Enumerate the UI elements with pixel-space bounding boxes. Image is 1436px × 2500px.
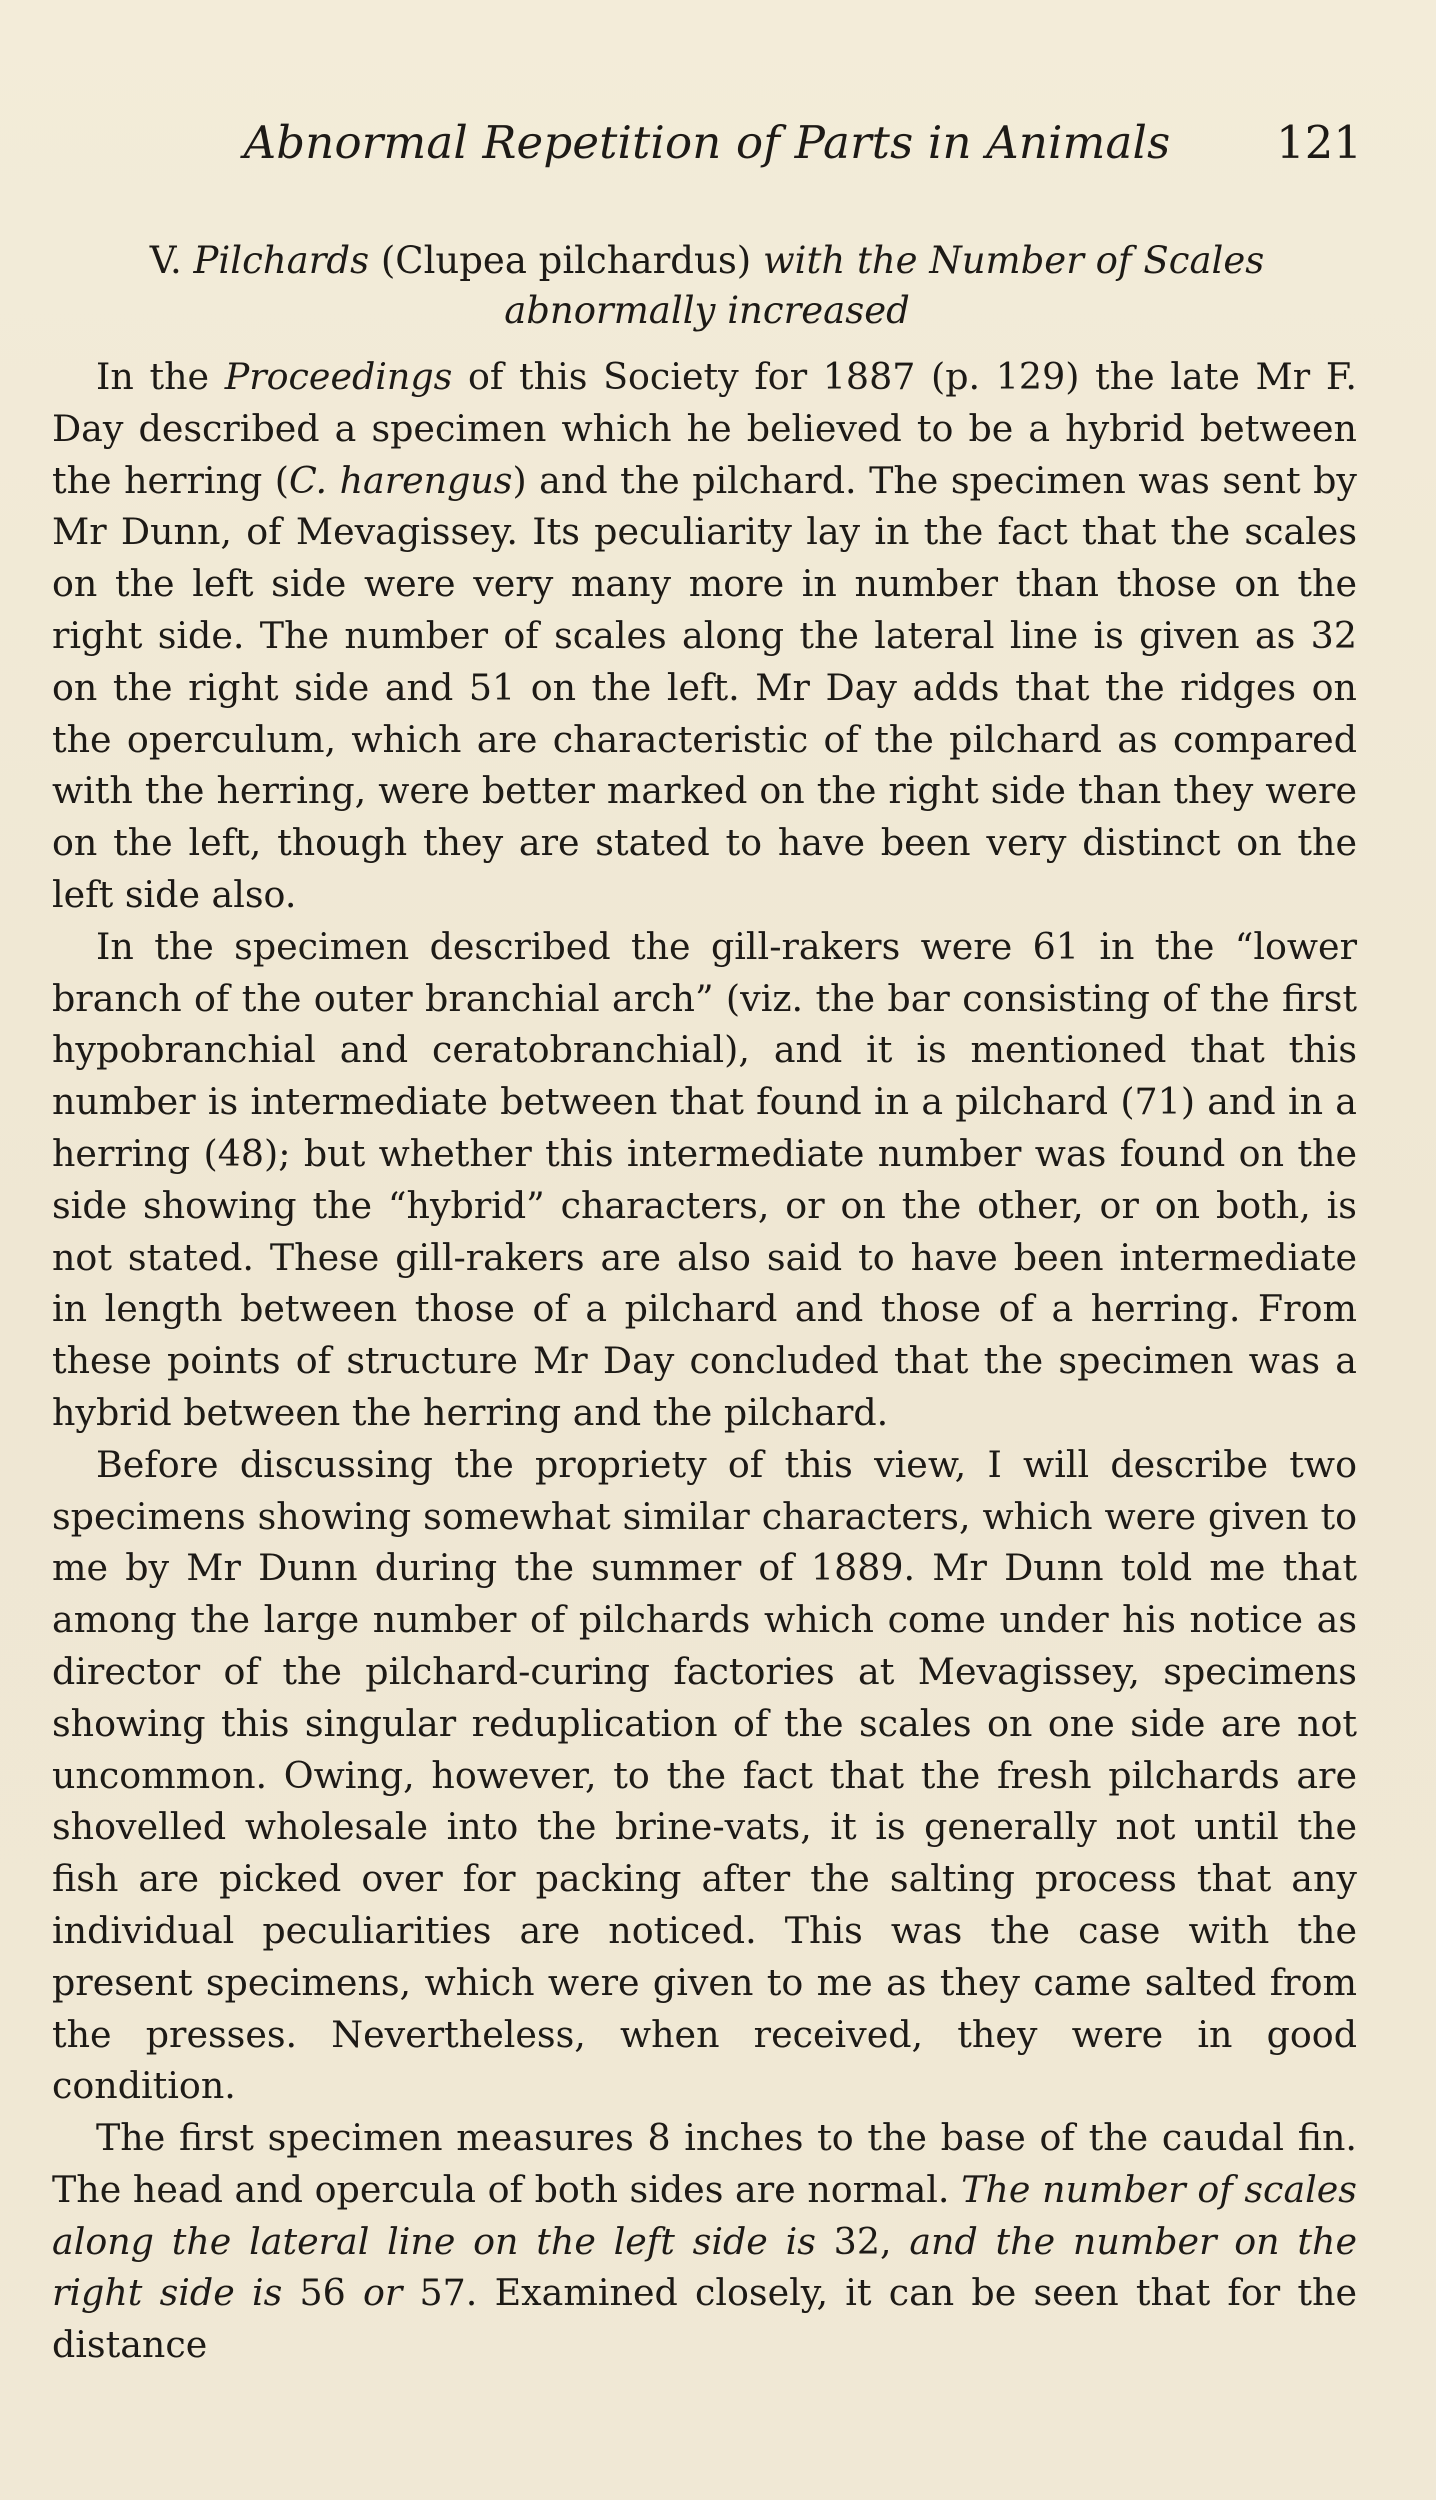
section-heading-line-1	[52, 236, 1362, 286]
paragraph-2: In the specimen described the gill-rakers were 61 in the “lower branch of the outer branchial arch” (viz. the bar consisting of the first hypobranchial and ceratobranchial), and it is mentioned that this number is intermediate between that found in a pilchard (71) and in a herring (48); but whether this intermediate number was found on the side showing the “hybrid” characters, or on the other, or on both, is not stated. These gill-rakers are also said to have been intermediate in length between those of a pilchard and those of a herring. From these points of structure Mr Day concluded that the specimen was a hybrid between the herring and the pilchard.	[52, 924, 1357, 1434]
emphasis-text: The number of scales along the lateral line on the left side is	[52, 2167, 1357, 2263]
scale-count-left: 32,	[815, 2219, 910, 2263]
section-heading	[52, 236, 1362, 336]
paragraph-text: of this Society for 1887 (p. 129) the late Mr F. Day described a specimen which he believed to be a hybrid between the herring (	[52, 355, 1357, 502]
paragraph-text: 57. Examined closely, it can be seen that for the distance	[52, 2271, 1358, 2367]
journal-title: Proceedings	[224, 355, 453, 398]
paragraph-1	[52, 351, 1357, 921]
section-heading-line-2: abnormally increased	[504, 289, 910, 332]
section-title-italic-rest: with the Number of Scales	[763, 239, 1265, 282]
paragraph-text: ) and the pilchard. The specimen was sent by Mr Dunn, of Mevagissey. Its peculiarity lay in the fact that the scales on the left side were very many more in number than those on the right side. The number of scales along the lateral line is given as 32 on the right side and 51 on the left. Mr Day adds that the ridges on the operculum, which are characteristic of the pilchard as compared with the herring, were better marked on the right side than they were on the left, though they are stated to have been very distinct on the left side also.	[52, 458, 1357, 916]
paragraph-3: Before discussing the propriety of this view, I will describe two specimens showing somewhat similar characters, which were given to me by Mr Dunn during the summer of 1889. Mr Dunn told me that among the large number of pilchards which come under his notice as director of the pilchard-curing factories at Mevagissey, specimens showing this singular reduplication of the scales on one side are not uncommon. Owing, however, to the fact that the fresh pilchards are shovelled wholesale into the brine-vats, it is generally not until the fish are picked over for packing after the salting process that any individual peculiarities are noticed. This was the case with the present specimens, which were given to me as they came salted from the presses. Nevertheless, when received, they were in good condition.	[52, 1442, 1357, 2108]
paragraph-4	[52, 2112, 1357, 2371]
emphasis-text: and the number on the right side is	[52, 2219, 1357, 2315]
paragraph-text: The first specimen measures 8 inches to the base of the caudal fin. The head and opercula of both sides are normal.	[52, 2116, 1357, 2211]
species-name: C. harengus	[288, 458, 513, 502]
body-text	[52, 351, 1357, 2371]
section-title-latin: (Clupea pilchardus)	[380, 239, 752, 282]
scale-count-right: 56	[282, 2271, 363, 2315]
running-title: Abnormal Repetition of Parts in Animals	[243, 116, 1171, 169]
paragraph-text: In the	[96, 355, 225, 398]
section-title-italic: Pilchards	[193, 239, 370, 282]
page-header	[52, 108, 1362, 178]
section-number: V.	[149, 239, 182, 282]
page-number: 121	[1276, 116, 1362, 169]
emphasis-text: or	[362, 2271, 403, 2315]
